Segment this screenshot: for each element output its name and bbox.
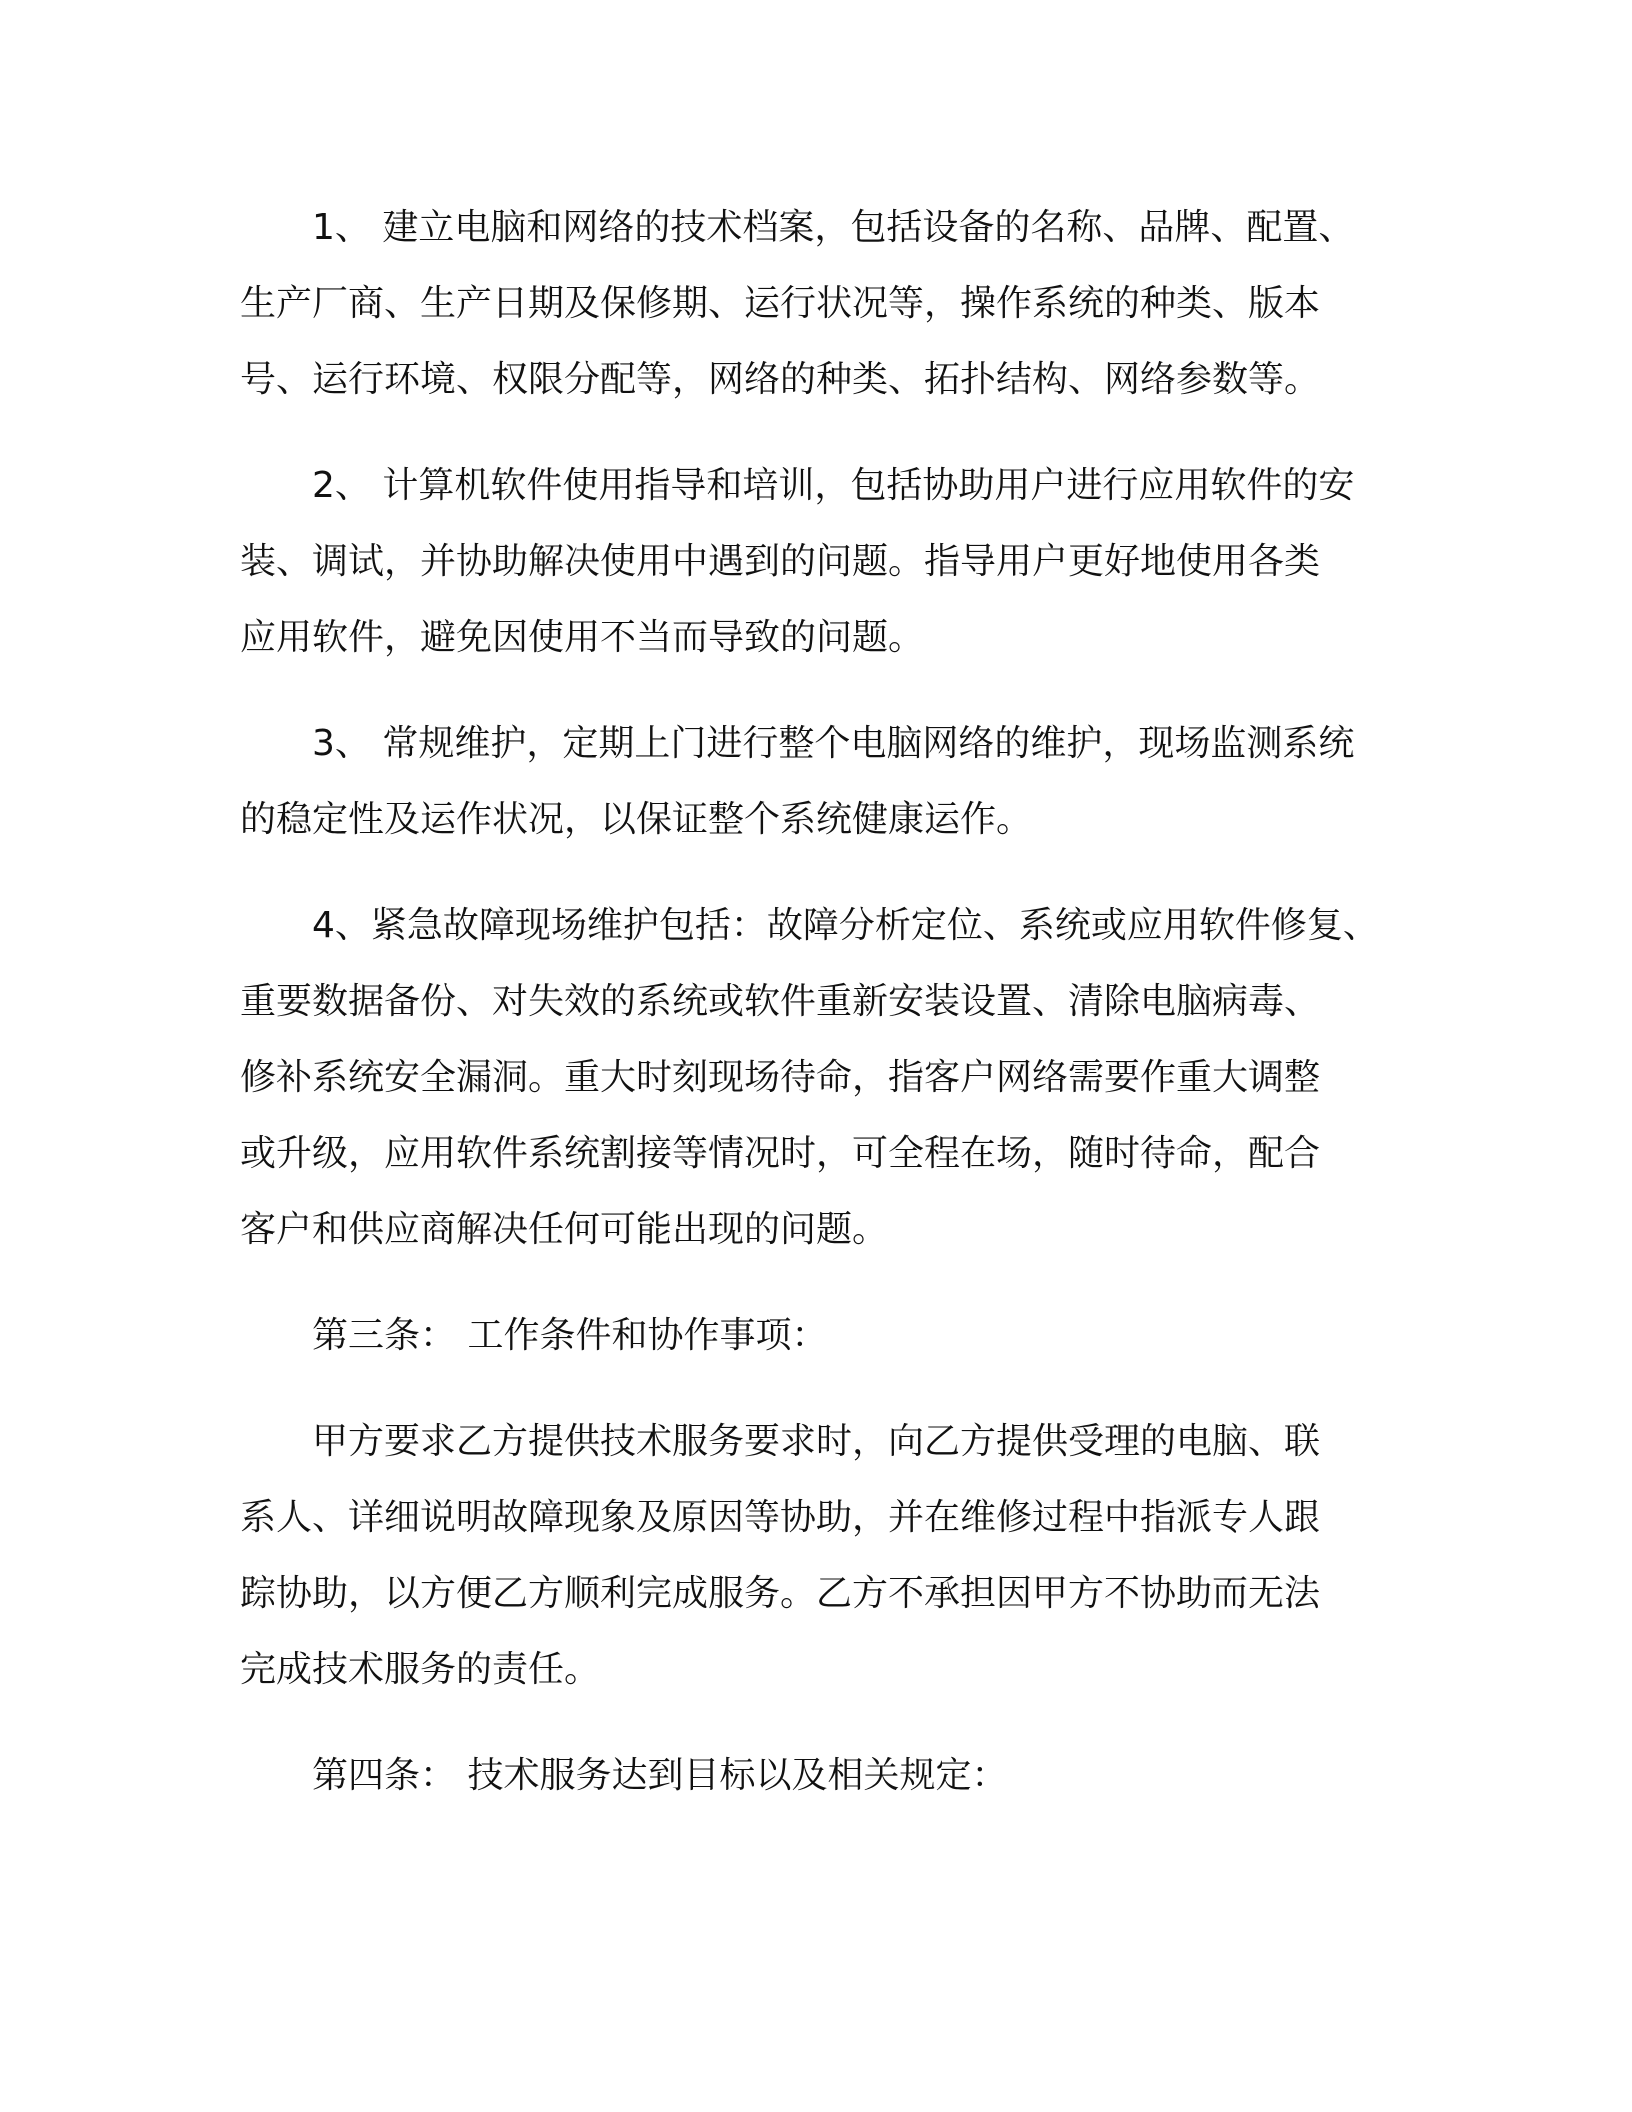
- article-3-body: [240, 1404, 1390, 1708]
- text-line: 生产厂商、生产日期及保修期、运行状况等，操作系统的种类、版本: [240, 283, 1321, 324]
- text-line: 4、紧急故障现场维护包括：故障分析定位、系统或应用软件修复、: [312, 905, 1379, 946]
- paragraph-item-3: [240, 706, 1390, 858]
- paragraph-item-4: [240, 888, 1390, 1268]
- text-line: 踪协助，以方便乙方顺利完成服务。乙方不承担因甲方不协助而无法: [240, 1573, 1321, 1614]
- section-heading: 第三条： 工作条件和协作事项：: [312, 1315, 828, 1356]
- text-line: 3、 常规维护，定期上门进行整个电脑网络的维护，现场监测系统: [312, 723, 1355, 764]
- text-line: 号、运行环境、权限分配等，网络的种类、拓扑结构、网络参数等。: [240, 359, 1321, 400]
- paragraph-item-2: [240, 448, 1390, 676]
- text-line: 完成技术服务的责任。: [240, 1649, 601, 1690]
- text-line: 1、 建立电脑和网络的技术档案，包括设备的名称、品牌、配置、: [312, 207, 1355, 248]
- section-heading: 第四条： 技术服务达到目标以及相关规定：: [312, 1755, 1008, 1796]
- text-line: 修补系统安全漏洞。重大时刻现场待命，指客户网络需要作重大调整: [240, 1057, 1321, 1098]
- text-line: 重要数据备份、对失效的系统或软件重新安装设置、清除电脑病毒、: [240, 981, 1321, 1022]
- document-body: [240, 190, 1390, 1814]
- text-line: 装、调试，并协助解决使用中遇到的问题。指导用户更好地使用各类: [240, 541, 1321, 582]
- text-line: 的稳定性及运作状况，以保证整个系统健康运作。: [240, 799, 1033, 840]
- article-3-heading: [240, 1298, 1390, 1374]
- text-line: 系人、详细说明故障现象及原因等协助，并在维修过程中指派专人跟: [240, 1497, 1321, 1538]
- paragraph-item-1: [240, 190, 1390, 418]
- text-line: 应用软件，避免因使用不当而导致的问题。: [240, 617, 925, 658]
- text-line: 2、 计算机软件使用指导和培训，包括协助用户进行应用软件的安: [312, 465, 1355, 506]
- text-line: 甲方要求乙方提供技术服务要求时，向乙方提供受理的电脑、联: [312, 1421, 1321, 1462]
- article-4-heading: [240, 1738, 1390, 1814]
- text-line: 或升级，应用软件系统割接等情况时，可全程在场，随时待命，配合: [240, 1133, 1321, 1174]
- text-line: 客户和供应商解决任何可能出现的问题。: [240, 1209, 889, 1250]
